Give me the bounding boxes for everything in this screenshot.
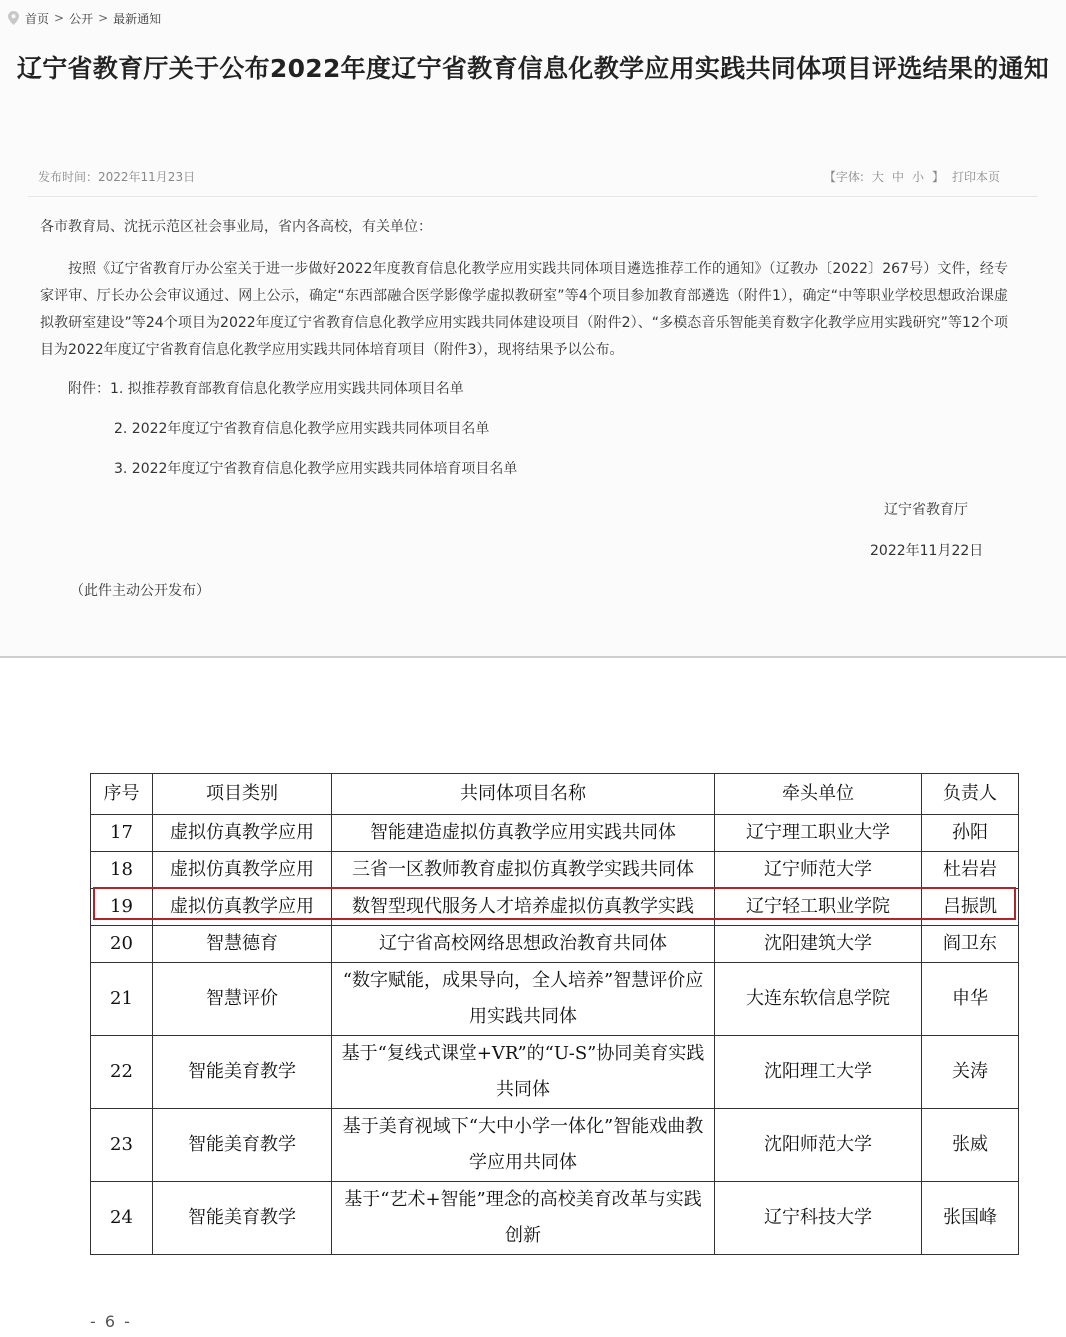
cell-project-name: 辽宁省高校网络思想政治教育共同体 xyxy=(332,926,715,963)
header-category: 项目类别 xyxy=(153,774,332,815)
cell-category: 智慧德育 xyxy=(153,926,332,963)
cell-leader: 张国峰 xyxy=(922,1182,1019,1255)
cell-no: 19 xyxy=(91,889,153,926)
cell-project-name: 三省一区教师教育虚拟仿真教学实践共同体 xyxy=(332,852,715,889)
table-row xyxy=(91,1036,1019,1109)
cell-lead-unit: 辽宁轻工职业学院 xyxy=(715,889,922,926)
font-size-controls xyxy=(824,168,1000,185)
cell-no: 21 xyxy=(91,963,153,1036)
header-no: 序号 xyxy=(91,774,153,815)
table-row-highlighted xyxy=(91,889,1019,926)
cell-lead-unit: 辽宁科技大学 xyxy=(715,1182,922,1255)
divider xyxy=(28,196,1038,197)
cell-category: 智慧评价 xyxy=(153,963,332,1036)
cell-lead-unit: 沈阳师范大学 xyxy=(715,1109,922,1182)
document-scan xyxy=(0,658,1066,1337)
table-row xyxy=(91,926,1019,963)
cell-no: 23 xyxy=(91,1109,153,1182)
cell-project-name: 智能建造虚拟仿真教学应用实践共同体 xyxy=(332,815,715,852)
cell-lead-unit: 辽宁理工职业大学 xyxy=(715,815,922,852)
font-size-bracket-close: 】 xyxy=(931,170,944,184)
cell-project-name: 基于“复线式课堂+VR”的“U-S”协同美育实践共同体 xyxy=(332,1036,715,1109)
breadcrumb-home[interactable]: 首页 xyxy=(25,11,50,26)
cell-category: 虚拟仿真教学应用 xyxy=(153,889,332,926)
breadcrumb-separator: > xyxy=(54,11,65,25)
breadcrumb-separator: > xyxy=(98,11,109,25)
cell-project-name: 数智型现代服务人才培养虚拟仿真教学实践 xyxy=(332,889,715,926)
font-large-button[interactable]: 大 xyxy=(871,170,884,184)
breadcrumb-latest-notice[interactable]: 最新通知 xyxy=(113,11,162,26)
cell-leader: 阎卫东 xyxy=(922,926,1019,963)
web-article xyxy=(0,0,1066,656)
breadcrumb xyxy=(8,9,161,27)
cell-no: 18 xyxy=(91,852,153,889)
header-lead-unit: 牵头单位 xyxy=(715,774,922,815)
cell-no: 24 xyxy=(91,1182,153,1255)
article-meta xyxy=(38,166,1000,186)
cell-lead-unit: 大连东软信息学院 xyxy=(715,963,922,1036)
cell-leader: 孙阳 xyxy=(922,815,1019,852)
cell-leader: 关涛 xyxy=(922,1036,1019,1109)
body-paragraph: 按照《辽宁省教育厅办公室关于进一步做好2022年度教育信息化教学应用实践共同体项目遴选推荐工作的通知》（辽教办〔2022〕267号）文件，经专家评审、厅长办公会审议通过、网上公示，确定“东西部融合医学影像学虚拟教研室”等4个项目参加教育部遴选（附件1），确定“中等职业学校思想政治课虚拟教研室建设”等24个项目为2022年度辽宁省教育信息化教学应用实践共同体建设项目（附件2）、“多模态音乐智能美育数字化教学应用实践研究”等12个项目为2022年度辽宁省教育信息化教学应用实践共同体培育项目（附件3），现将结果予以公布。 xyxy=(40,261,1008,358)
table-row xyxy=(91,852,1019,889)
results-table xyxy=(90,773,1019,1255)
table-row xyxy=(91,815,1019,852)
public-note: （此件主动公开发布） xyxy=(70,583,210,599)
attachment-1[interactable]: 附件：1. 拟推荐教育部教育信息化教学应用实践共同体项目名单 xyxy=(68,381,464,397)
cell-project-name: 基于“艺术+智能”理念的高校美育改革与实践创新 xyxy=(332,1182,715,1255)
font-small-button[interactable]: 小 xyxy=(911,170,924,184)
cell-leader: 吕振凯 xyxy=(922,889,1019,926)
cell-category: 智能美育教学 xyxy=(153,1036,332,1109)
cell-project-name: 基于美育视域下“大中小学一体化”智能戏曲教学应用共同体 xyxy=(332,1109,715,1182)
publish-time: 发布时间：2022年11月23日 xyxy=(38,170,196,184)
salutation: 各市教育局、沈抚示范区社会事业局，省内各高校，有关单位： xyxy=(40,219,432,235)
sign-date: 2022年11月22日 xyxy=(870,543,984,559)
table-row xyxy=(91,1109,1019,1182)
cell-category: 智能美育教学 xyxy=(153,1109,332,1182)
font-medium-button[interactable]: 中 xyxy=(891,170,904,184)
cell-lead-unit: 沈阳建筑大学 xyxy=(715,926,922,963)
font-size-bracket-open: 【字体: xyxy=(823,170,864,184)
location-pin-icon xyxy=(8,11,19,25)
header-project-name: 共同体项目名称 xyxy=(332,774,715,815)
attachment-3[interactable]: 3. 2022年度辽宁省教育信息化教学应用实践共同体培育项目名单 xyxy=(114,461,518,477)
header-leader: 负责人 xyxy=(922,774,1019,815)
cell-leader: 张威 xyxy=(922,1109,1019,1182)
page-title: 辽宁省教育厅关于公布2022年度辽宁省教育信息化教学应用实践共同体项目评选结果的通知 xyxy=(16,54,1050,83)
attachment-2[interactable]: 2. 2022年度辽宁省教育信息化教学应用实践共同体项目名单 xyxy=(114,421,490,437)
cell-no: 22 xyxy=(91,1036,153,1109)
table-row xyxy=(91,963,1019,1036)
cell-category: 虚拟仿真教学应用 xyxy=(153,852,332,889)
breadcrumb-public[interactable]: 公开 xyxy=(69,11,94,26)
signer: 辽宁省教育厅 xyxy=(884,502,968,518)
table-header-row xyxy=(91,774,1019,815)
table-row xyxy=(91,1182,1019,1255)
print-page-button[interactable]: 打印本页 xyxy=(951,170,1000,184)
cell-lead-unit: 辽宁师范大学 xyxy=(715,852,922,889)
cell-no: 17 xyxy=(91,815,153,852)
cell-category: 虚拟仿真教学应用 xyxy=(153,815,332,852)
cell-project-name: “数字赋能，成果导向，全人培养”智慧评价应用实践共同体 xyxy=(332,963,715,1036)
cell-no: 20 xyxy=(91,926,153,963)
page-number: - 6 - xyxy=(90,1312,132,1331)
cell-lead-unit: 沈阳理工大学 xyxy=(715,1036,922,1109)
cell-leader: 申华 xyxy=(922,963,1019,1036)
cell-category: 智能美育教学 xyxy=(153,1182,332,1255)
cell-leader: 杜岩岩 xyxy=(922,852,1019,889)
